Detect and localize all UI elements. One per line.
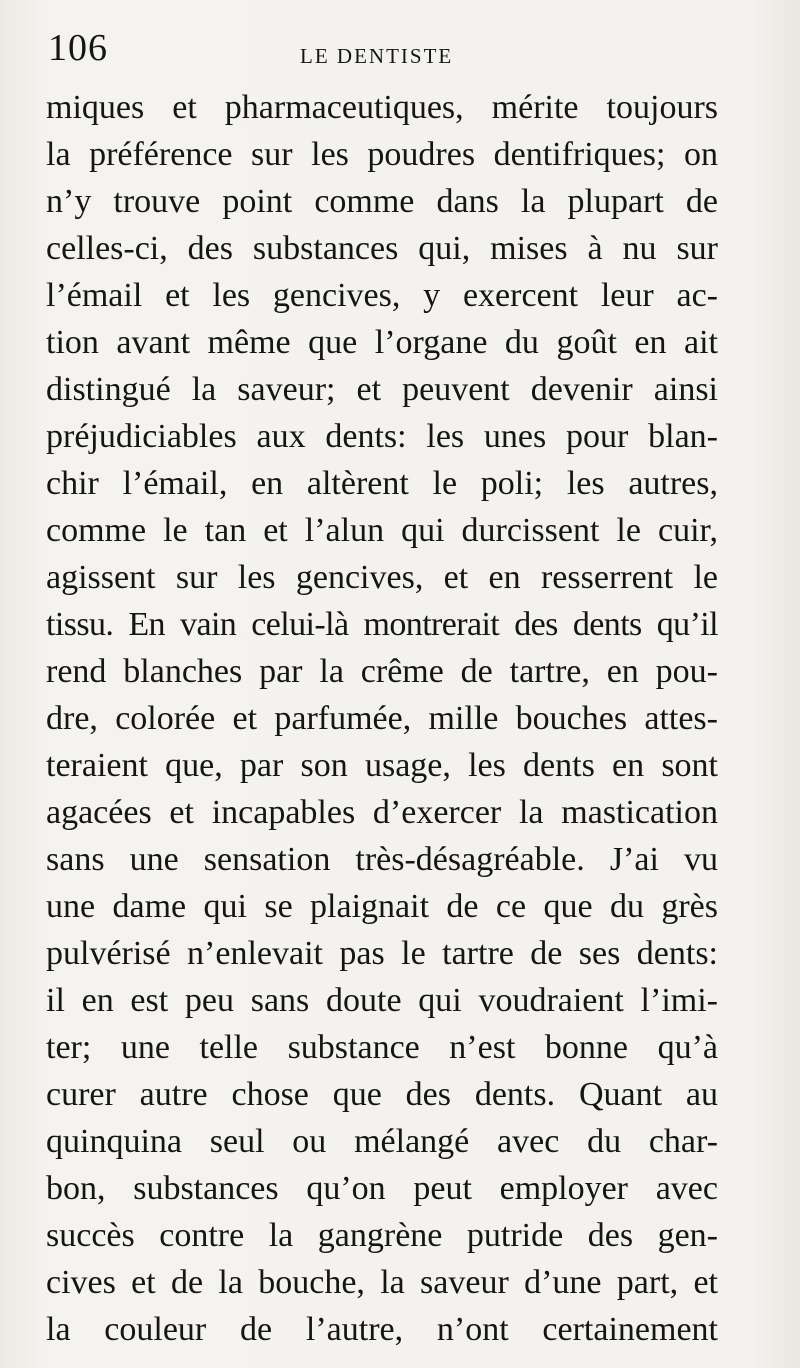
text-line: l’émail et les gencives, y exercent leur ac- xyxy=(46,277,718,314)
text-line: la préférence sur les poudres dentifriques; on xyxy=(46,136,718,173)
text-line: rend blanches par la crême de tartre, en pou- xyxy=(46,653,718,690)
text-line: cives et de la bouche, la saveur d’une part, et xyxy=(46,1264,718,1301)
text-line: tion avant même que l’organe du goût en ait xyxy=(46,324,718,361)
text-line: n’y trouve point comme dans la plupart de xyxy=(46,183,718,220)
text-line: quinquina seul ou mélangé avec du char- xyxy=(46,1123,718,1160)
text-line: dre, colorée et parfumée, mille bouches attes- xyxy=(46,700,718,737)
text-line: ter; une telle substance n’est bonne qu’à xyxy=(46,1029,718,1066)
text-line: curer autre chose que des dents. Quant au xyxy=(46,1076,718,1113)
text-line: sans une sensation très-désagréable. J’ai vu xyxy=(46,841,718,878)
text-line: succès contre la gangrène putride des gen- xyxy=(46,1217,718,1254)
body-text xyxy=(46,84,718,1353)
text-line: celles-ci, des substances qui, mises à nu sur xyxy=(46,230,718,267)
text-line: il en est peu sans doute qui voudraient l’imi- xyxy=(46,982,718,1019)
text-line: pulvérisé n’enlevait pas le tartre de ses dents: xyxy=(46,935,718,972)
text-line: une dame qui se plaignait de ce que du grès xyxy=(46,888,718,925)
text-line: miques et pharmaceutiques, mérite toujours xyxy=(46,89,718,126)
text-line: teraient que, par son usage, les dents en sont xyxy=(46,747,718,784)
text-line: agissent sur les gencives, et en resserrent le xyxy=(46,559,718,596)
text-line: bon, substances qu’on peut employer avec xyxy=(46,1170,718,1207)
text-line: agacées et incapables d’exercer la mastication xyxy=(46,794,718,831)
running-title: LE DENTISTE xyxy=(300,44,454,68)
text-line: préjudiciables aux dents: les unes pour blan- xyxy=(46,418,718,455)
text-line: tissu. En vain celui-là montrerait des dents qu’il xyxy=(46,606,718,643)
text-line: chir l’émail, en altèrent le poli; les autres, xyxy=(46,465,718,502)
page-header xyxy=(48,24,778,74)
page-number: 106 xyxy=(48,27,108,69)
text-line: distingué la saveur; et peuvent devenir ainsi xyxy=(46,371,718,408)
text-line: comme le tan et l’alun qui durcissent le cuir, xyxy=(46,512,718,549)
text-line: la couleur de l’autre, n’ont certainement xyxy=(46,1311,718,1348)
